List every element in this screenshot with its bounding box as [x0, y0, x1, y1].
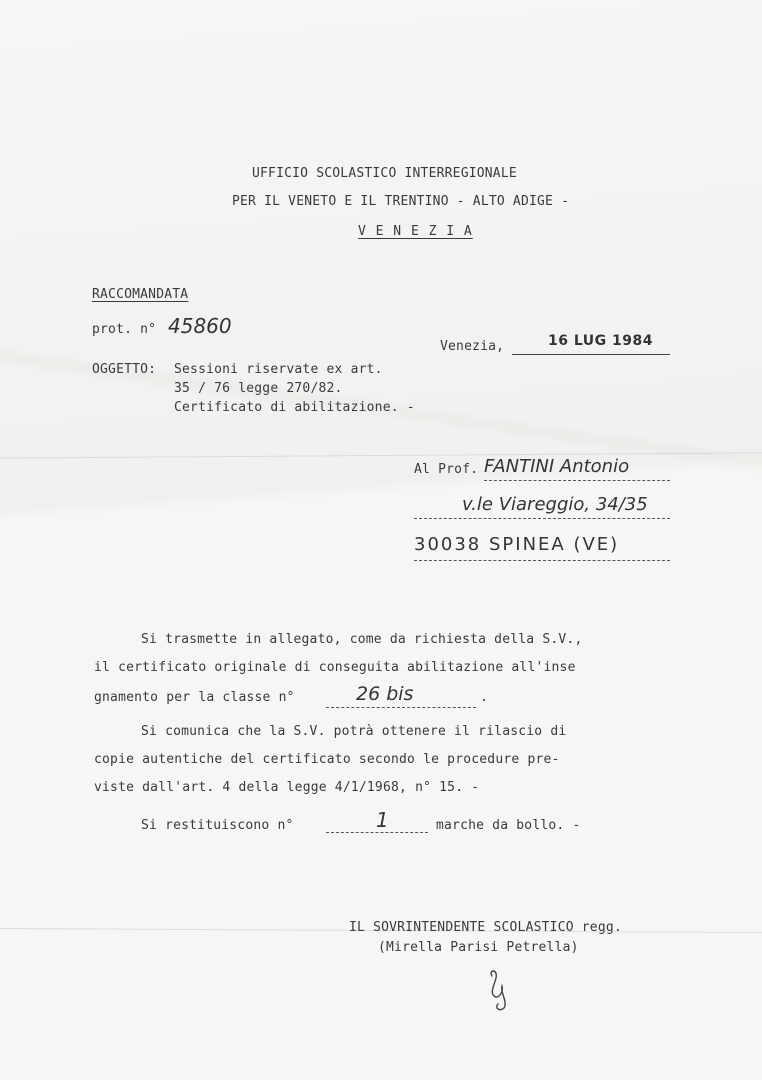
place-label: Venezia, [440, 339, 505, 354]
signature-title: IL SOVRINTENDENTE SCOLASTICO regg. [349, 920, 622, 935]
body-p3-prefix: Si restituiscono n° [141, 818, 294, 833]
signature-initials-mark [482, 968, 522, 1014]
classe-period: . [480, 690, 489, 705]
subject-line-2: 35 / 76 legge 270/82. [174, 381, 343, 396]
recipient-street: v.le Viareggio, 34/35 [462, 494, 648, 515]
body-p3-suffix: marche da bollo. - [436, 818, 581, 833]
body-p2-line3: viste dall'art. 4 della legge 4/1/1968, n° 15. - [94, 780, 480, 795]
fold-line [0, 452, 762, 458]
marche-underline [326, 832, 428, 833]
raccomandata-label: RACCOMANDATA [92, 287, 189, 302]
recipient-street-line [414, 518, 670, 519]
body-p1-line2: il certificato originale di conseguita abilitazione all'inse [94, 660, 576, 675]
date-stamp: 16 LUG 1984 [548, 333, 653, 349]
body-p1-line1: Si trasmette in allegato, come da richiesta della S.V., [141, 632, 583, 647]
classe-value: 26 bis [356, 683, 414, 705]
marche-count: 1 [376, 808, 389, 832]
subject-line-3: Certificato di abilitazione. - [174, 400, 415, 415]
classe-underline [326, 707, 476, 708]
protocol-number: 45860 [168, 314, 232, 338]
header-region: PER IL VENETO E IL TRENTINO - ALTO ADIGE - [232, 194, 570, 209]
body-p1-line3: gnamento per la classe n° [94, 690, 295, 705]
signature-name: (Mirella Parisi Petrella) [378, 940, 579, 955]
subject-label: OGGETTO: [92, 362, 157, 377]
body-p2-line2: copie autentiche del certificato secondo le procedure pre- [94, 752, 560, 767]
protocol-label: prot. n° [92, 322, 157, 337]
header-office: UFFICIO SCOLASTICO INTERREGIONALE [252, 166, 517, 181]
header-city: V E N E Z I A [358, 224, 473, 239]
subject-line-1: Sessioni riservate ex art. [174, 362, 383, 377]
recipient-name-line [484, 480, 670, 481]
date-underline [512, 354, 670, 355]
recipient-name: FANTINI Antonio [484, 456, 630, 477]
recipient-label: Al Prof. [414, 462, 479, 477]
recipient-city-line [414, 560, 670, 561]
body-p2-line1: Si comunica che la S.V. potrà ottenere il rilascio di [141, 724, 567, 739]
recipient-city: 30038 SPINEA (VE) [414, 534, 620, 555]
